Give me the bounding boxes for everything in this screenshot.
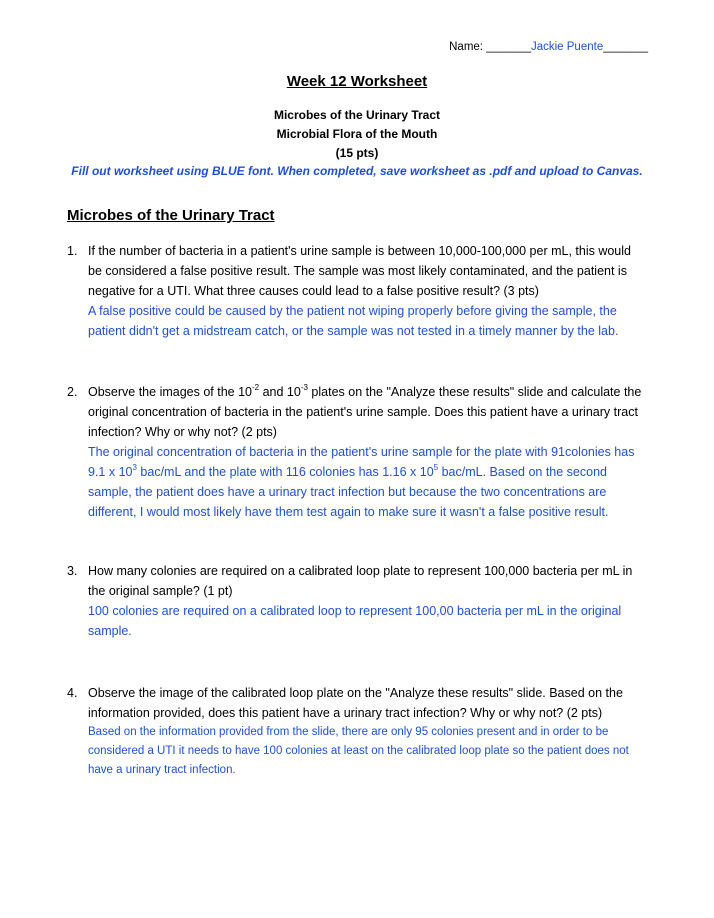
answer-text: [88, 442, 647, 522]
student-name: Jackie Puente: [530, 41, 604, 53]
question-number: 2.: [67, 385, 78, 399]
question-2: [67, 382, 647, 522]
section-heading: Microbes of the Urinary Tract: [67, 207, 275, 224]
answer-text: 100 colonies are required on a calibrated loop to represent 100,00 bacteria per mL in the original sample.: [88, 604, 622, 638]
instructions: Fill out worksheet using BLUE font. When completed, save worksheet as .pdf and upload to Canvas.: [71, 164, 643, 178]
answer-text: Based on the information provided from the slide, there are only 95 colonies present and in order to be considered a UTI it needs to have 100 colonies at least on the calibrated loop plate so the patient does not have a urinary tract infection.: [88, 726, 629, 776]
subtitle-urinary: Microbes of the Urinary Tract: [273, 108, 441, 122]
question-text-part: Observe the images of the 10: [88, 385, 252, 399]
question-number: 3.: [67, 564, 78, 578]
answer-text-part: bac/mL. Based on the second sample, the patient does have a urinary tract infection but because the two concentrations are different, I would most likely have them test again to make sure it wasn't a false positive result.: [88, 465, 609, 519]
question-3: [67, 561, 647, 641]
name-line: [449, 41, 648, 53]
exponent: 3: [132, 462, 137, 472]
name-label: Name: _______: [449, 41, 531, 53]
question-number: 1.: [67, 244, 78, 258]
question-text: Observe the image of the calibrated loop plate on the "Analyze these results" slide. Based on the information provided, does this patient have a urinary tract infection? Why or why not? (2 pts): [88, 686, 623, 720]
exponent: 5: [433, 462, 439, 472]
answer-text-part: bac/mL and the plate with 116 colonies has 1.16 x 10: [136, 465, 434, 479]
exponent: -3: [300, 382, 308, 392]
question-1: [67, 241, 647, 341]
question-text: If the number of bacteria in a patient's urine sample is between 10,000-100,000 per mL, this would be considered a false positive result. The sample was most likely contaminated, and the patient is negative for a UTI. What three causes could lead to a false positive result? (3 pts): [88, 244, 631, 298]
name-trail: _______: [603, 41, 648, 53]
question-4: [67, 683, 647, 780]
question-text: [88, 382, 647, 442]
subtitle-points: (15 pts): [335, 146, 379, 160]
question-text: How many colonies are required on a calibrated loop plate to represent 100,000 bacteria per mL in the original sample? (1 pt): [88, 564, 633, 598]
question-text-part: plates on the "Analyze these results" slide and calculate the original concentration of bacteria in the patient's urine sample. Does this patient have a urinary tract infection? Why or why not? (2 pts): [88, 385, 642, 439]
exponent: -2: [251, 382, 260, 392]
subtitle-mouth: Microbial Flora of the Mouth: [276, 127, 438, 141]
page-title: Week 12 Worksheet: [286, 73, 428, 90]
answer-text: A false positive could be caused by the patient not wiping properly before giving the sample, the patient didn't get a midstream catch, or the sample was not tested in a timely manner by the lab.: [88, 304, 619, 338]
question-text-part: and 10: [259, 385, 301, 399]
question-number: 4.: [67, 686, 78, 700]
answer-text-part: The original concentration of bacteria in the patient's urine sample for the plate with 91colonies has 9.1 x 10: [88, 445, 635, 479]
